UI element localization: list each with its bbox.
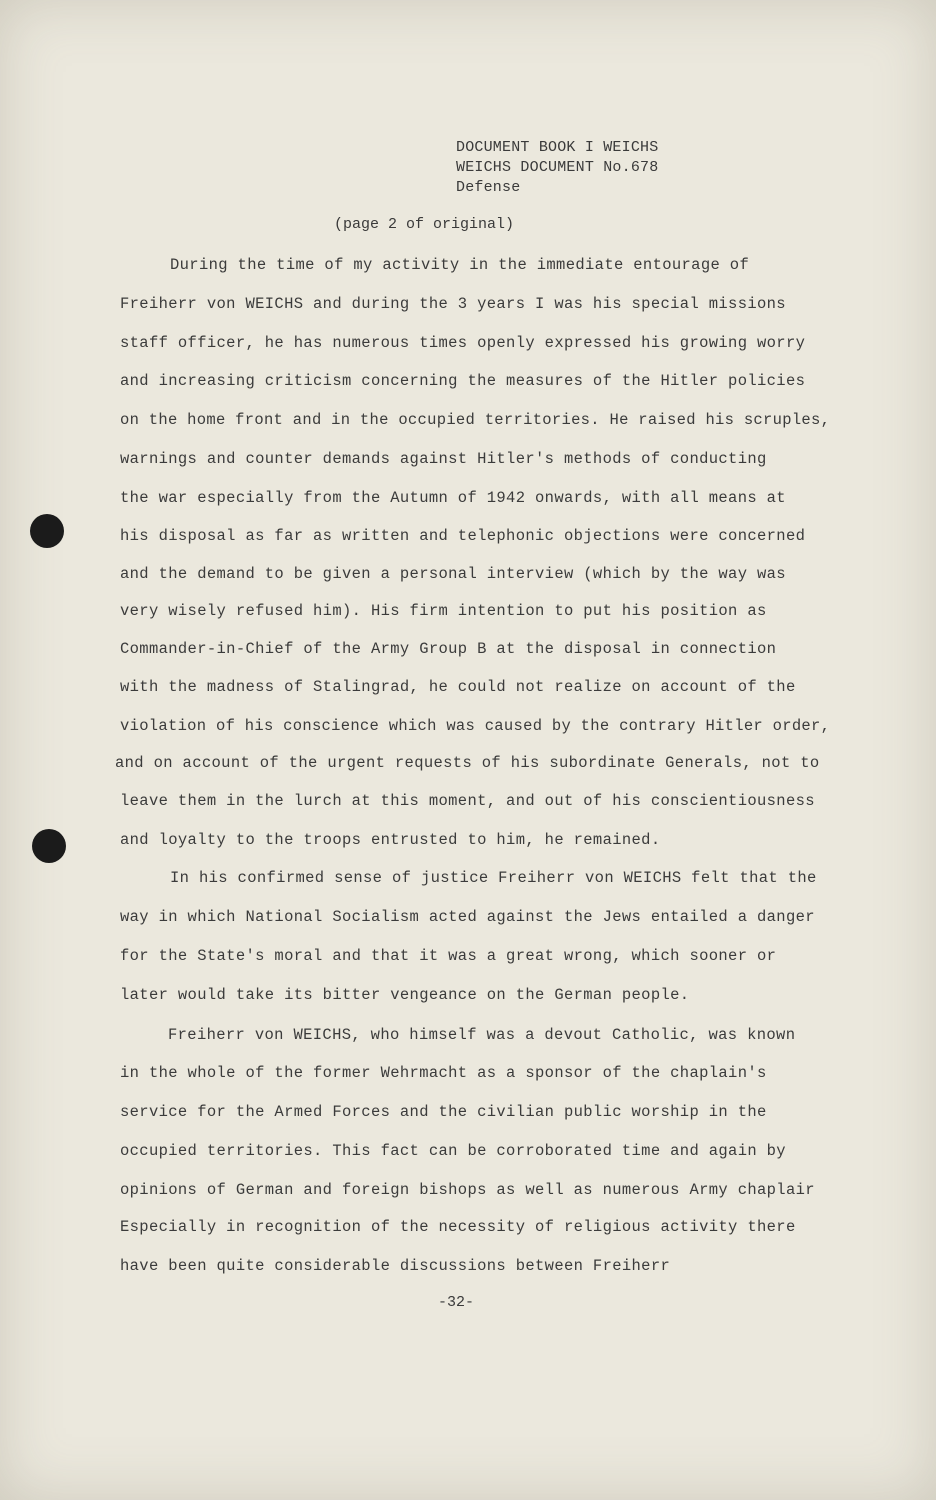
body-line: way in which National Socialism acted against the Jews entailed a danger [120, 908, 815, 926]
body-line: and loyalty to the troops entrusted to him, he remained. [120, 831, 661, 849]
punch-hole-bottom [32, 829, 66, 863]
body-line: have been quite considerable discussions between Freiherr [120, 1257, 671, 1275]
header-line-3: Defense [456, 179, 521, 196]
body-line: staff officer, he has numerous times openly expressed his growing worry [120, 334, 806, 352]
body-line: with the madness of Stalingrad, he could not realize on account of the [120, 678, 796, 696]
body-line: Freiherr von WEICHS, who himself was a devout Catholic, was known [168, 1026, 796, 1044]
body-line: leave them in the lurch at this moment, and out of his conscientiousness [120, 792, 815, 810]
body-line: in the whole of the former Wehrmacht as a sponsor of the chaplain's [120, 1064, 767, 1082]
body-line: warnings and counter demands against Hitler's methods of conducting [120, 450, 767, 468]
body-line: on the home front and in the occupied territories. He raised his scruples, [120, 411, 831, 429]
body-line: and increasing criticism concerning the measures of the Hitler policies [120, 372, 806, 390]
body-line: and the demand to be given a personal interview (which by the way was [120, 565, 786, 583]
body-line: Commander-in-Chief of the Army Group B at the disposal in connection [120, 640, 777, 658]
page-note: (page 2 of original) [334, 216, 515, 233]
page-number: -32- [438, 1294, 475, 1311]
document-header [456, 138, 658, 198]
body-line: service for the Armed Forces and the civilian public worship in the [120, 1103, 767, 1121]
punch-hole-top [30, 514, 64, 548]
header-line-2: WEICHS DOCUMENT No.678 [456, 159, 659, 176]
body-line: very wisely refused him). His firm intention to put his position as [120, 602, 767, 620]
body-line: for the State's moral and that it was a great wrong, which sooner or [120, 947, 777, 965]
body-line: During the time of my activity in the immediate entourage of [170, 256, 750, 274]
body-line: Freiherr von WEICHS and during the 3 years I was his special missions [120, 295, 786, 313]
header-line-1: DOCUMENT BOOK I WEICHS [456, 139, 659, 156]
body-line: In his confirmed sense of justice Freiherr von WEICHS felt that the [170, 869, 817, 887]
body-line: later would take its bitter vengeance on the German people. [120, 986, 690, 1004]
body-line: Especially in recognition of the necessity of religious activity there [120, 1218, 796, 1236]
body-line: violation of his conscience which was caused by the contrary Hitler order, [120, 717, 831, 735]
body-line: opinions of German and foreign bishops as well as numerous Army chaplair [120, 1181, 815, 1199]
body-line: and on account of the urgent requests of his subordinate Generals, not to [115, 754, 820, 772]
body-line: occupied territories. This fact can be corroborated time and again by [120, 1142, 786, 1160]
body-line: the war especially from the Autumn of 1942 onwards, with all means at [120, 489, 786, 507]
body-line: his disposal as far as written and telephonic objections were concerned [120, 527, 806, 545]
